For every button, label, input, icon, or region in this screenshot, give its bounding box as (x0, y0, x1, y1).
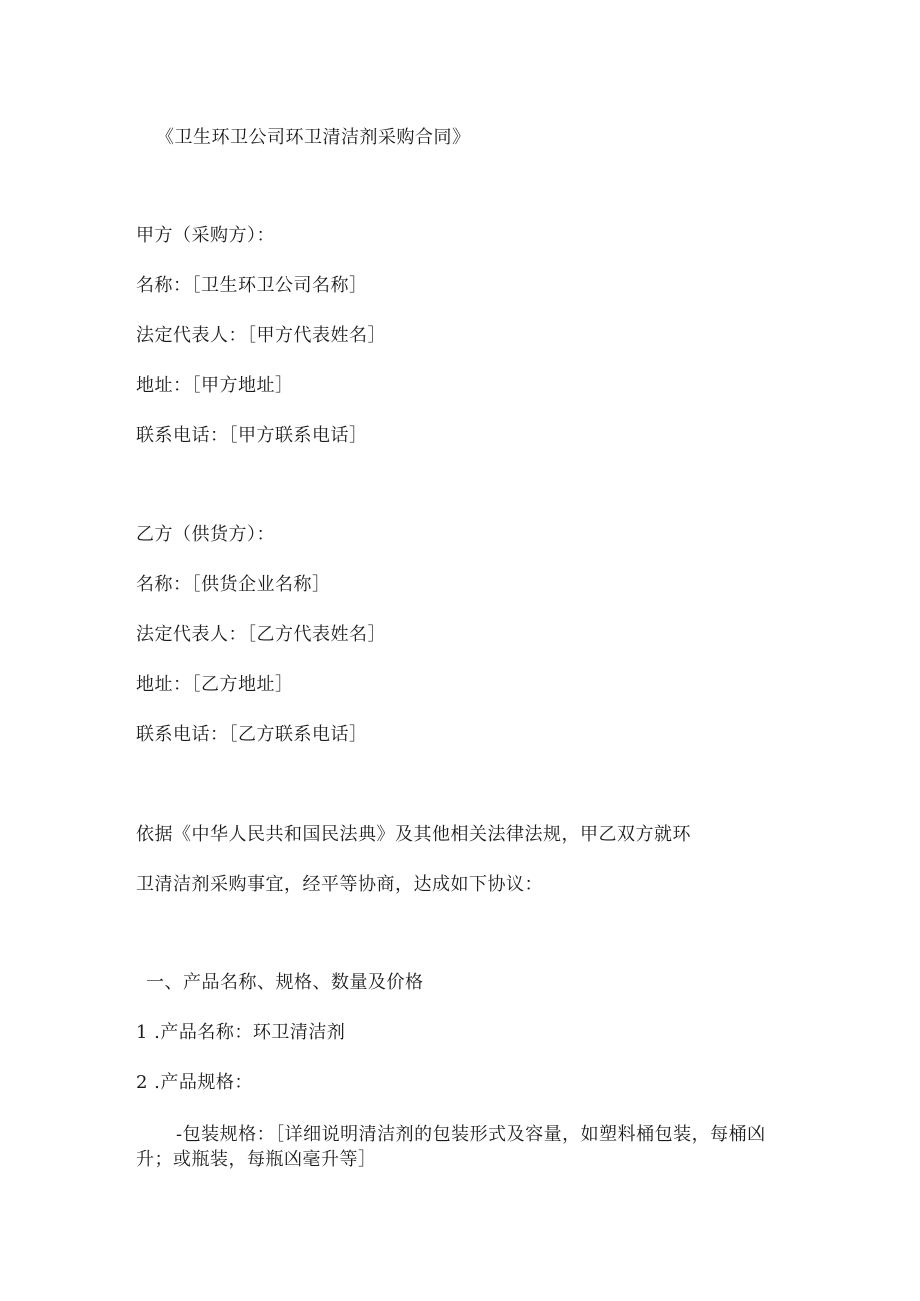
party-a-heading: 甲方（采购方）： (136, 225, 275, 246)
party-a-phone: 联系电话：［甲方联系电话］ (136, 425, 368, 446)
party-b-address: 地址：［乙方地址］ (136, 674, 294, 695)
section-1-item-1: 1 .产品名称：环卫清洁剂 (136, 1022, 346, 1043)
preamble-line-1: 依据《中华人民共和国民法典》及其他相关法律法规，甲乙双方就环 (136, 824, 691, 845)
party-a-name: 名称：［卫生环卫公司名称］ (136, 275, 368, 296)
party-b-name: 名称：［供货企业名称］ (136, 574, 331, 595)
section-1-heading: 一、产品名称、规格、数量及价格 (146, 972, 424, 993)
party-a-rep: 法定代表人：［甲方代表姓名］ (136, 325, 386, 346)
packaging-spec: -包装规格：［详细说明清洁剂的包装形式及容量，如塑料桶包装，每桶凶升；或瓶装，每瓶凶毫升等］ (136, 1124, 766, 1170)
party-a-address: 地址：［甲方地址］ (136, 375, 294, 396)
contract-title: 《卫生环卫公司环卫清洁剂采购合同》 (156, 127, 471, 148)
section-1-item-2: 2 .产品规格： (136, 1072, 253, 1093)
party-b-heading: 乙方（供货方）： (136, 524, 275, 545)
party-b-rep: 法定代表人：［乙方代表姓名］ (136, 624, 386, 645)
party-b-phone: 联系电话：［乙方联系电话］ (136, 724, 368, 745)
preamble-line-2: 卫清洁剂采购事宜，经平等协商，达成如下协议： (136, 874, 543, 895)
